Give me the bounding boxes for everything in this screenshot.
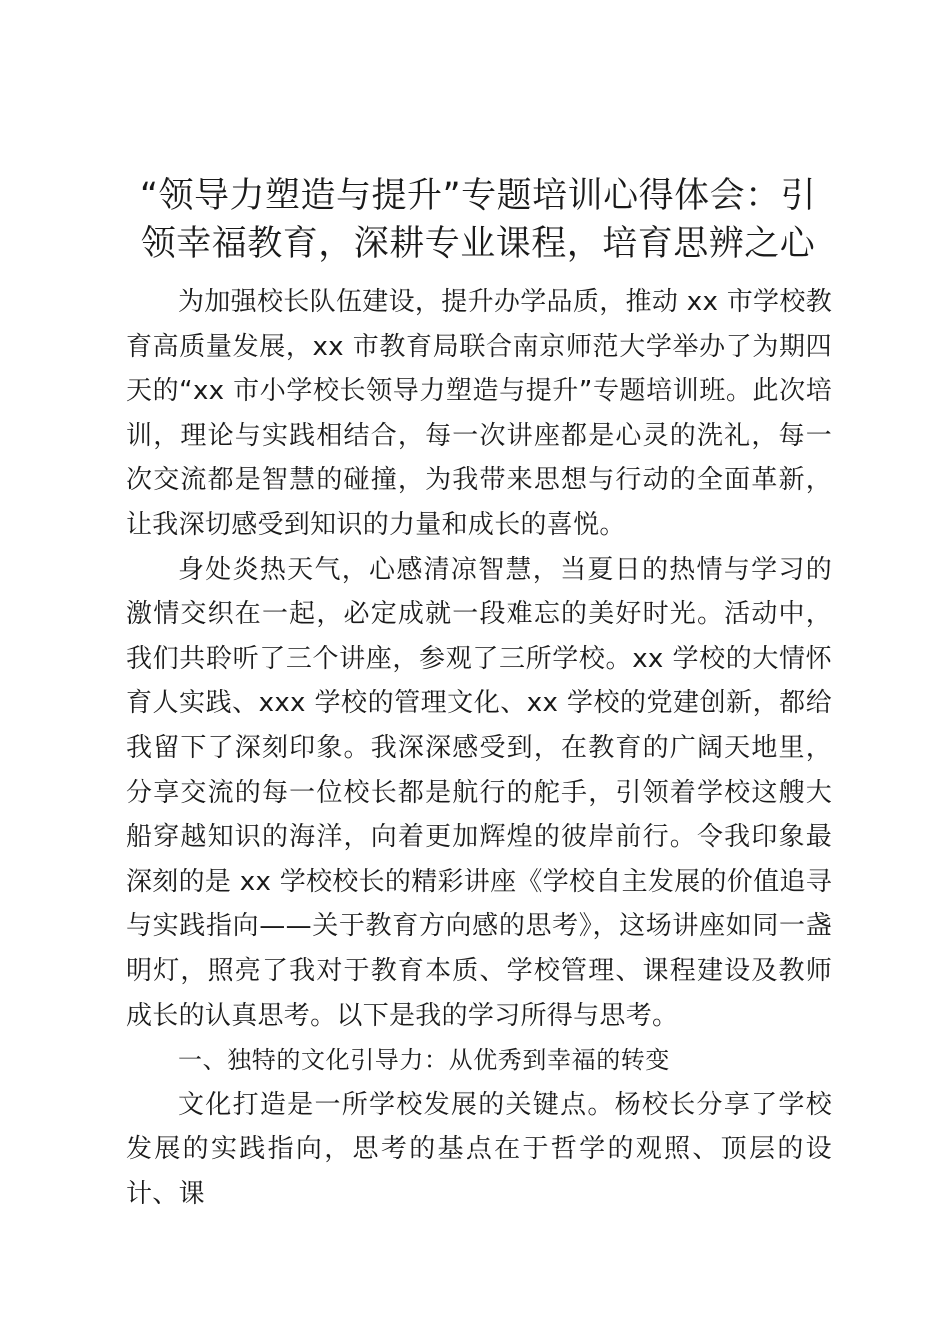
section-heading: 一、独特的文化引导力：从优秀到幸福的转变 (178, 1046, 670, 1075)
paragraph-experience: 身处炎热天气，心感清凉智慧，当夏日的热情与学习的激情交织在一起，必定成就一段难忘的美好时光。活动中，我们共聆听了三个讲座，参观了三所学校。xx 学校的大情怀育人实践、xxx 学校的管理文化、xx 学校的党建创新，都给我留下了深刻印象。我深深感受到，在教育的广阔天地里，分享交流的每一位校长都是航行的舵手，引领着学校这艘大船穿越知识的海洋，向着更加辉煌的彼岸前行。令我印象最深刻的是 xx 学校校长的精彩讲座《学校自主发展的价值追寻与实践指向——关于教育方向感的思考》，这场讲座如同一盏明灯，照亮了我对于教育本质、学校管理、课程建设及教师成长的认真思考。以下是我的学习所得与思考。 (126, 554, 833, 1031)
paragraph-culture: 文化打造是一所学校发展的关键点。杨校长分享了学校发展的实践指向，思考的基点在于哲学的观照、顶层的设计、课 (126, 1089, 832, 1209)
title-line-1: “领导力塑造与提升”专题培训心得体会：引 (139, 176, 817, 216)
title-line-2: 领幸福教育，深耕专业课程，培育思辨之心 (140, 224, 816, 264)
paragraph-intro: 为加强校长队伍建设，提升办学品质，推动 xx 市学校教育高质量发展，xx 市教育局联合南京师范大学举办了为期四天的“xx 市小学校长领导力塑造与提升”专题培训班。此次培训，理论与实践相结合，每一次讲座都是心灵的洗礼，每一次交流都是智慧的碰撞，为我带来思想与行动的全面革新，让我深切感受到知识的力量和成长的喜悦。 (126, 287, 832, 540)
document-title (118, 172, 838, 268)
document-body (126, 280, 832, 1216)
